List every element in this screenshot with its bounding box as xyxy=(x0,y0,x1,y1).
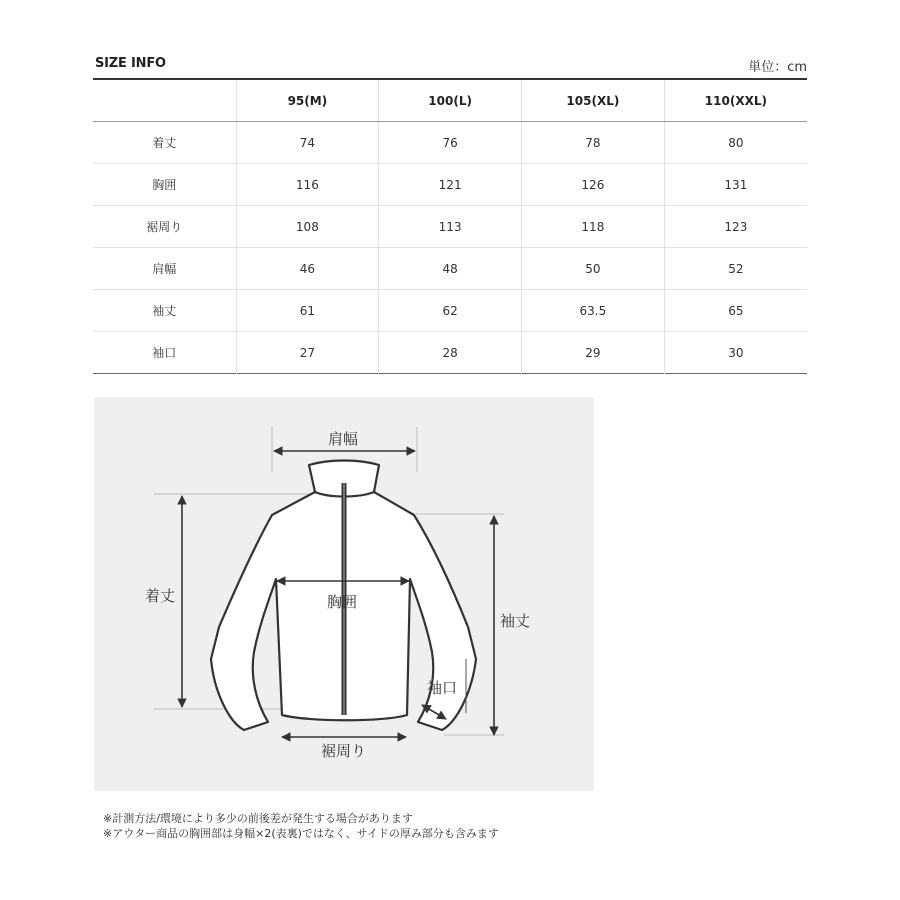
table-cell: 62 xyxy=(379,290,522,332)
table-cell: 116 xyxy=(236,164,379,206)
note-chest-measurement: ※アウター商品の胸囲部は身幅×2(表裏)ではなく、サイドの厚み部分も含みます xyxy=(103,827,499,840)
sleeve-label: 袖丈 xyxy=(500,612,531,630)
table-header-empty xyxy=(93,79,236,122)
row-label: 着丈 xyxy=(93,122,236,164)
table-cell: 61 xyxy=(236,290,379,332)
table-row xyxy=(93,164,807,206)
chest-label: 胸囲 xyxy=(327,593,358,611)
cuff-label: 袖口 xyxy=(427,679,458,697)
table-cell: 74 xyxy=(236,122,379,164)
table-header-row xyxy=(93,79,807,122)
table-cell: 121 xyxy=(379,164,522,206)
table-cell: 50 xyxy=(522,248,665,290)
table-row xyxy=(93,206,807,248)
table-cell: 48 xyxy=(379,248,522,290)
table-row xyxy=(93,290,807,332)
size-table xyxy=(93,78,807,374)
table-cell: 78 xyxy=(522,122,665,164)
row-label: 胸囲 xyxy=(93,164,236,206)
table-cell: 52 xyxy=(664,248,807,290)
jacket-measurement-diagram xyxy=(94,397,594,791)
table-cell: 118 xyxy=(522,206,665,248)
size-info-header xyxy=(93,54,807,78)
row-label: 裾周り xyxy=(93,206,236,248)
row-label: 肩幅 xyxy=(93,248,236,290)
table-row xyxy=(93,248,807,290)
table-cell: 27 xyxy=(236,332,379,374)
row-label: 袖丈 xyxy=(93,290,236,332)
table-cell: 80 xyxy=(664,122,807,164)
unit-label: 単位：cm xyxy=(748,60,807,75)
table-cell: 76 xyxy=(379,122,522,164)
table-header-xl: 105(XL) xyxy=(522,79,665,122)
shoulder-label: 肩幅 xyxy=(328,430,359,448)
table-cell: 63.5 xyxy=(522,290,665,332)
table-row xyxy=(93,332,807,374)
table-header-l: 100(L) xyxy=(379,79,522,122)
table-header-m: 95(M) xyxy=(236,79,379,122)
measurement-notes xyxy=(103,811,499,841)
table-cell: 123 xyxy=(664,206,807,248)
row-label: 袖口 xyxy=(152,346,177,360)
table-cell: 113 xyxy=(379,206,522,248)
hem-label: 裾周り xyxy=(321,742,367,760)
table-cell: 30 xyxy=(664,332,807,374)
table-header-xxl: 110(XXL) xyxy=(664,79,807,122)
size-info-title: SIZE INFO xyxy=(95,56,166,71)
table-cell: 108 xyxy=(236,206,379,248)
table-row xyxy=(93,122,807,164)
table-cell: 28 xyxy=(379,332,522,374)
table-cell: 126 xyxy=(522,164,665,206)
note-measurement-variance: ※計測方法/環境により多少の前後差が発生する場合があります xyxy=(103,812,413,825)
table-cell: 65 xyxy=(664,290,807,332)
table-cell: 131 xyxy=(664,164,807,206)
table-cell: 29 xyxy=(522,332,665,374)
table-cell: 46 xyxy=(236,248,379,290)
length-label: 着丈 xyxy=(145,587,176,605)
